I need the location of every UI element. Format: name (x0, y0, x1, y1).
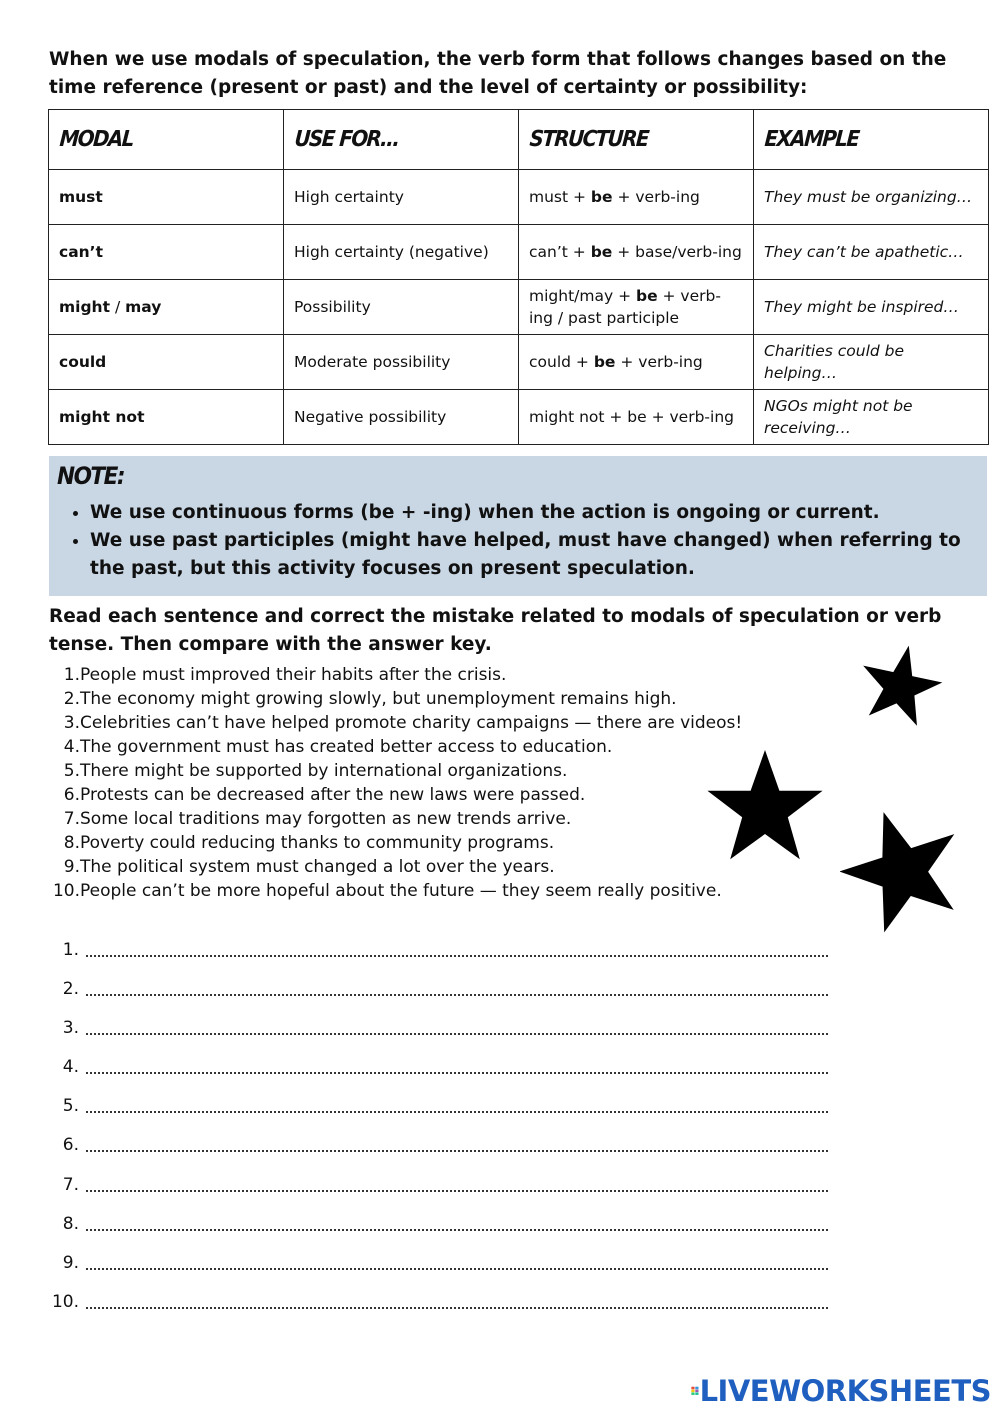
answer-row: 10. (49, 1290, 839, 1329)
header-use-for: USE FOR… (281, 110, 520, 170)
answer-row: 3. (49, 1016, 839, 1055)
note-bullet: • We use continuous forms (be + -ing) when the action is ongoing or current. (90, 499, 970, 527)
list-item: 3. Celebrities can’t have helped promote charity campaigns — there are videos! (63, 713, 743, 733)
answer-row: 8. (49, 1212, 839, 1251)
modal-cell: can’t (49, 225, 284, 280)
star-icon (840, 808, 966, 936)
note-bullet: • We use past participles (might have helped, must have changed) when referring to the past, but this activity focuses on present speculation. (90, 527, 970, 583)
use-cell: Possibility (284, 280, 519, 335)
table-header-row (49, 110, 989, 170)
modal-cell: might not (49, 390, 284, 445)
example-cell: They can’t be apathetic… (754, 225, 989, 280)
answer-input-2[interactable] (86, 977, 828, 996)
modal-cell: might / may (49, 280, 284, 335)
list-item: 1. People must improved their habits after the crisis. (63, 665, 507, 685)
structure-cell: must + be + verb-ing (519, 170, 754, 225)
answer-row: 9. (49, 1251, 839, 1290)
liveworksheets-logo (691, 1374, 991, 1408)
header-structure: STRUCTURE (516, 110, 755, 170)
answer-row: 5. (49, 1094, 839, 1133)
example-cell: NGOs might not be receiving… (754, 390, 989, 445)
logo-text: LIVEWORKSHEETS (699, 1374, 991, 1408)
table-row (49, 225, 989, 280)
answer-row: 1. (49, 938, 839, 977)
structure-cell: can’t + be + base/verb-ing (519, 225, 754, 280)
answer-input-7[interactable] (86, 1173, 828, 1192)
list-item: 10. People can’t be more hopeful about the future — they seem really positive. (52, 881, 722, 901)
example-cell: They must be organizing… (754, 170, 989, 225)
list-item: 6. Protests can be decreased after the new laws were passed. (63, 785, 586, 805)
header-modal: MODAL (46, 110, 285, 170)
task-instructions: Read each sentence and correct the mistake related to modals of speculation or verb tense. Then compare with the answer key. (49, 606, 942, 655)
answer-input-5[interactable] (86, 1094, 828, 1113)
modal-cell: must (49, 170, 284, 225)
use-cell: High certainty (284, 170, 519, 225)
list-item: 4. The government must has created better access to education. (63, 737, 613, 757)
table-row (49, 170, 989, 225)
example-cell: They might be inspired… (754, 280, 989, 335)
note-list (49, 499, 970, 583)
use-cell: Negative possibility (284, 390, 519, 445)
answer-row: 7. (49, 1173, 839, 1212)
structure-cell: might not + be + verb-ing (519, 390, 754, 445)
answer-input-8[interactable] (86, 1212, 828, 1231)
list-item: 8. Poverty could reducing thanks to community programs. (63, 833, 555, 853)
table-row (49, 280, 989, 335)
header-example: EXAMPLE (751, 110, 990, 170)
answer-input-6[interactable] (86, 1133, 828, 1152)
note-box (49, 456, 987, 596)
answer-input-4[interactable] (86, 1055, 828, 1074)
answer-input-1[interactable] (86, 938, 828, 957)
answer-lines (49, 938, 839, 1329)
sentence-list (49, 663, 769, 903)
star-icon (700, 750, 830, 870)
structure-cell: might/may + be + verb-ing / past participle (519, 280, 754, 335)
structure-cell: could + be + verb-ing (519, 335, 754, 390)
answer-input-9[interactable] (86, 1251, 828, 1270)
answer-input-10[interactable] (86, 1290, 828, 1309)
use-cell: High certainty (negative) (284, 225, 519, 280)
answer-input-3[interactable] (86, 1016, 828, 1035)
logo-blocks-icon (691, 1377, 700, 1405)
note-title: NOTE: (57, 462, 125, 490)
list-item: 9. The political system must changed a lot over the years. (63, 857, 555, 877)
use-cell: Moderate possibility (284, 335, 519, 390)
example-cell: Charities could be helping… (754, 335, 989, 390)
answer-row: 2. (49, 977, 839, 1016)
list-item: 2. The economy might growing slowly, but unemployment remains high. (63, 689, 677, 709)
star-icon (855, 643, 945, 731)
modal-cell: could (49, 335, 284, 390)
list-item: 5. There might be supported by international organizations. (63, 761, 568, 781)
list-item: 7. Some local traditions may forgotten as new trends arrive. (63, 809, 572, 829)
table-row (49, 390, 989, 445)
table-row (49, 335, 989, 390)
answer-row: 4. (49, 1055, 839, 1094)
answer-row: 6. (49, 1133, 839, 1172)
intro-text: When we use modals of speculation, the verb form that follows changes based on the time reference (present or past) and the level of certainty or possibility: (49, 49, 947, 98)
modals-table (48, 109, 989, 445)
